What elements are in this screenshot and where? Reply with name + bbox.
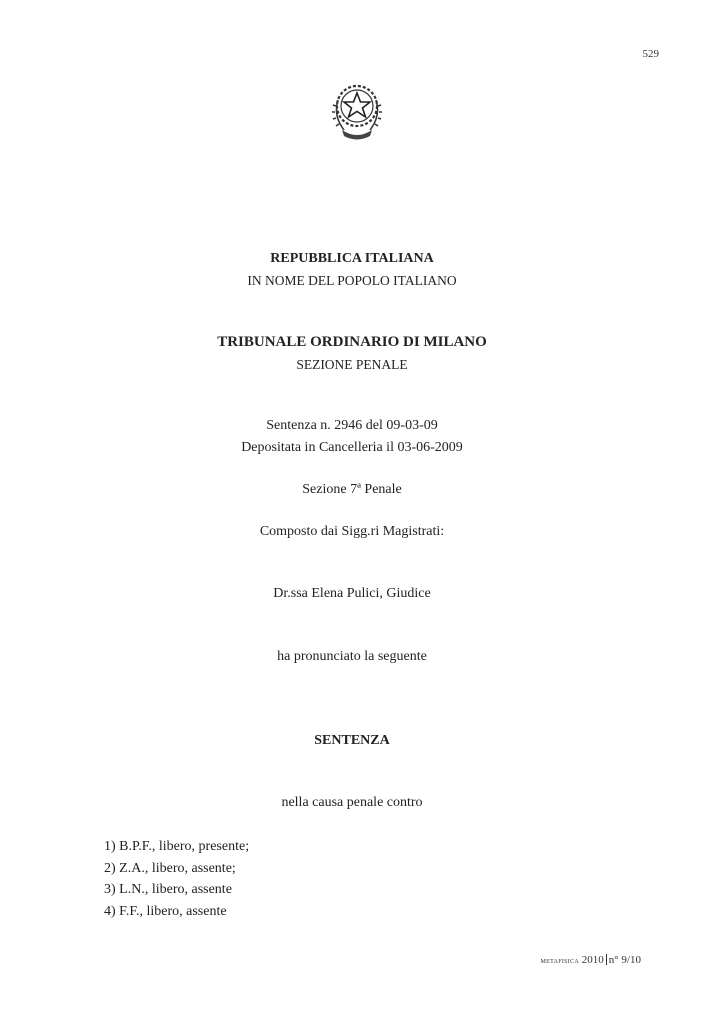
section-line: Sezione 7ª Penale	[302, 482, 402, 497]
composed-line: Composto dai Sigg.ri Magistrati:	[259, 524, 445, 539]
list-item: 4) F.F., libero, assente	[104, 903, 227, 919]
page-footer	[541, 954, 642, 966]
republic-heading: REPUBBLICA ITALIANA	[270, 251, 434, 266]
sentence-number: Sentenza n. 2946 del 09-03-09	[266, 418, 438, 433]
list-item: 1) B.P.F., libero, presente;	[104, 839, 250, 854]
italian-emblem-icon	[330, 80, 384, 142]
court-section: SEZIONE PENALE	[296, 357, 408, 372]
deposit-date: Depositata in Cancelleria il 03-06-2009	[241, 440, 463, 455]
page-number: 529	[642, 48, 659, 60]
journal-name: metafisica	[540, 955, 580, 965]
in-name-subheading: IN NOME DEL POPOLO ITALIANO	[247, 273, 457, 288]
court-name: TRIBUNALE ORDINARIO DI MILANO	[217, 334, 487, 350]
footer-divider	[606, 954, 607, 965]
judge-line: Dr.ssa Elena Pulici, Giudice	[273, 586, 431, 601]
case-line: nella causa penale contro	[281, 795, 423, 810]
list-item: 3) L.N., libero, assente	[104, 882, 232, 897]
sentence-title: SENTENZA	[314, 733, 390, 748]
defendants-list	[104, 836, 249, 922]
journal-issue: n° 9/10	[608, 954, 641, 966]
list-item: 2) Z.A., libero, assente;	[104, 860, 236, 876]
journal-year: 2010	[581, 954, 604, 966]
pronounced-line: ha pronunciato la seguente	[277, 649, 427, 664]
